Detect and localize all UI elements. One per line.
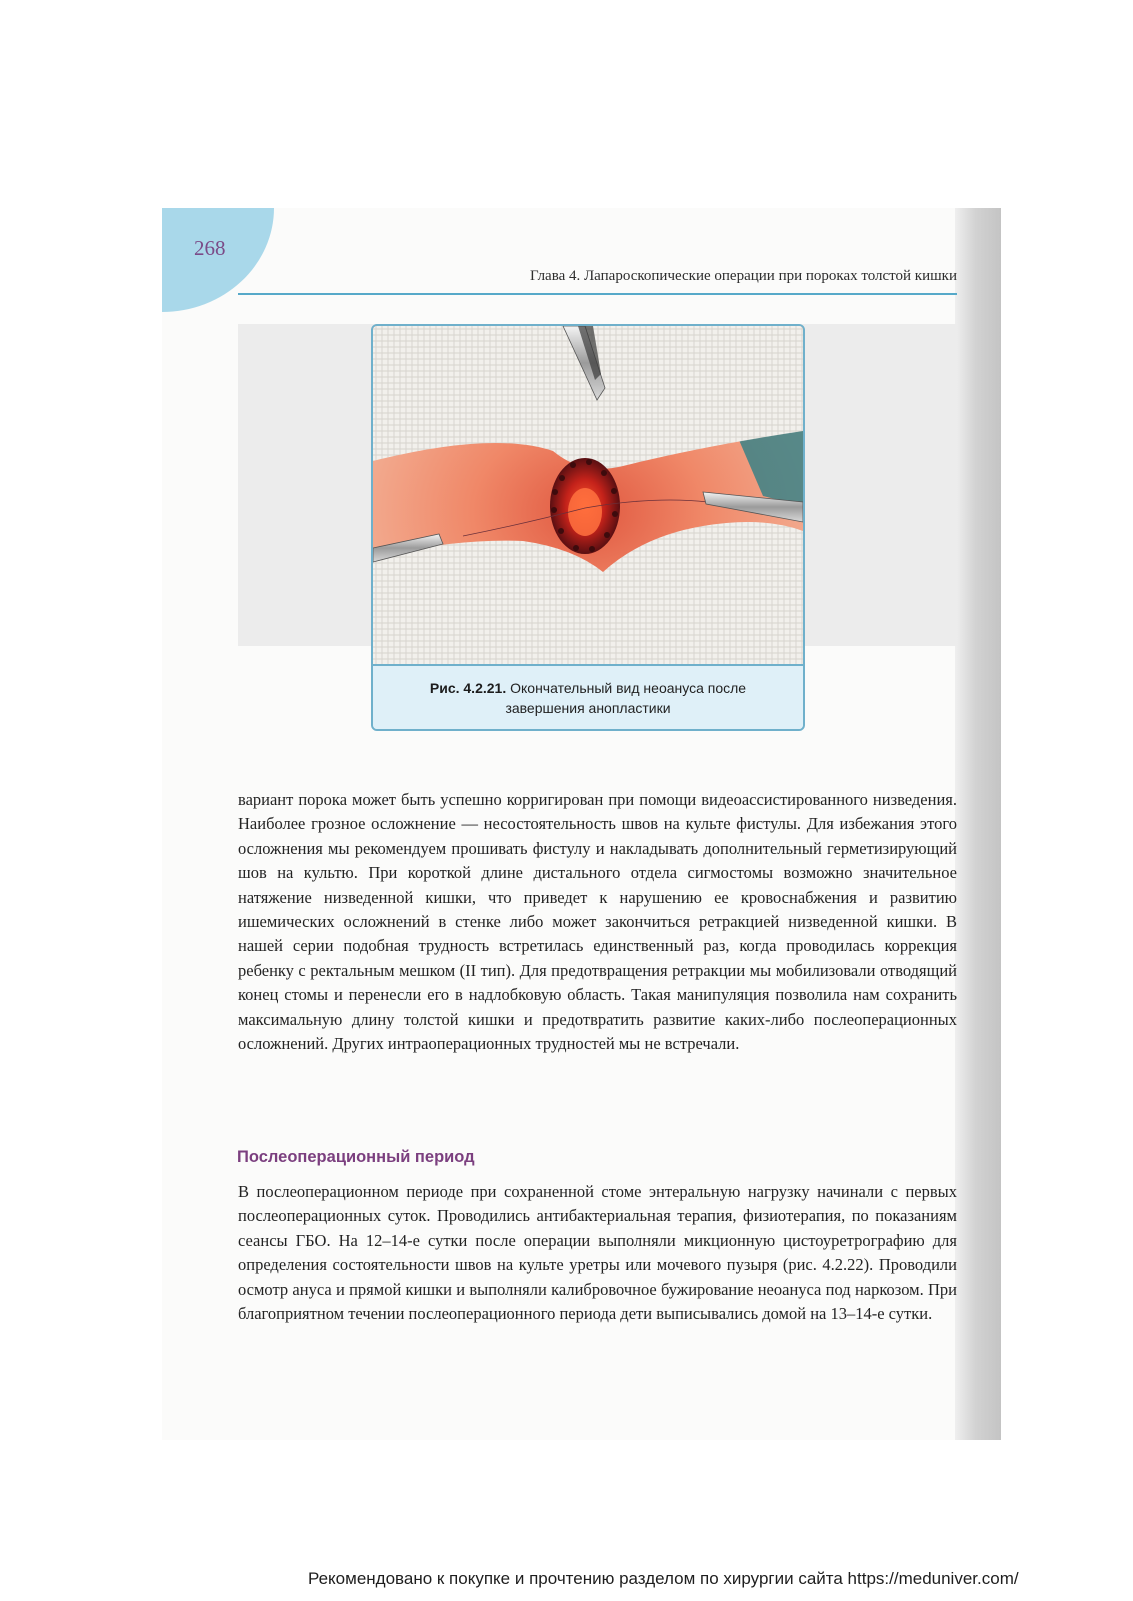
page-number: 268: [194, 236, 226, 260]
figure-caption-text: Окончательный вид неоануса после завершения анопластики: [505, 679, 747, 716]
section-heading: Послеоперационный период: [237, 1148, 475, 1166]
body-paragraph: вариант порока может быть успешно корригирован при помощи видеоассистированного низведения. Наиболее грозное осложнение — несостоятельность швов на культе фистулы. Для избежания этого осложнения мы рекомендуем прошивать фистулу и накладывать дополнительный герметизирующий шов на культю. При короткой длине дистального отдела сигмостомы возможно значительное натяжение низведенной кишки, что приведет к нарушению ее кровоснабжения и развитию ишемических осложнений в стенке либо может закончиться ретракцией низведенной кишки. В нашей серии подобная трудность встретилась единственный раз, когда проводилась коррекция ребенку с ректальным мешком (II тип). Для предотвращения ретракции мы мобилизовали отводящий конец стомы и перенесли его в надлобковую область. Такая манипуляция позволила нам сохранить максимальную длину толстой кишки и предотвратить развитие каких-либо послеоперационных осложнений. Других интраоперационных трудностей мы не встречали.: [238, 790, 957, 1054]
body-paragraph: В послеоперационном периоде при сохраненной стоме энтеральную нагрузку начинали с первых послеоперационных суток. Проводились антибактериальная терапия, физиотерапия, по показаниям сеансы ГБО. На 12–14-е сутки после операции выполняли микционную цистоуретрографию для определения состоятельности швов на культе уретры или мочевого пузыря (рис. 4.2.22). Проводили осмотр ануса и прямой кишки и выполняли калибровочное бужирование неоануса под наркозом. При благоприятном течении послеоперационного периода дети выписывались домой на 13–14-е сутки.: [238, 1182, 957, 1324]
header-rule: [238, 293, 957, 295]
running-head: Глава 4. Лапароскопические операции при пороках толстой кишки: [530, 268, 957, 284]
figure: [371, 324, 805, 731]
surgical-photo: [373, 326, 803, 664]
figure-caption-label: Рис. 4.2.21.: [429, 679, 507, 696]
figure-caption: [373, 664, 803, 729]
footer-recommendation: Рекомендовано к покупке и прочтению разделом по хирургии сайта https://meduniver.com/: [308, 1569, 1019, 1588]
page-gutter-shadow: [955, 208, 1001, 1440]
